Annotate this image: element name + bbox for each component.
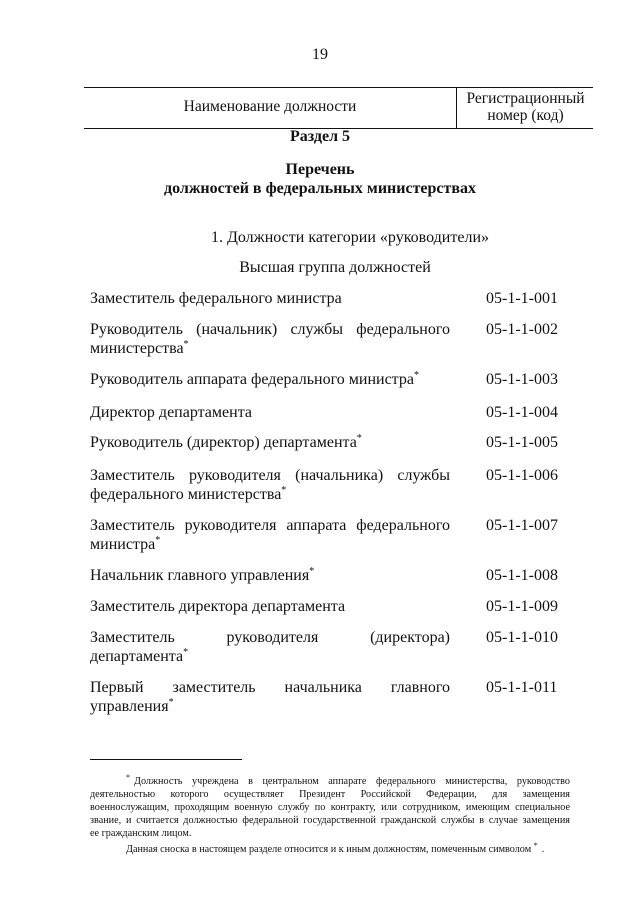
footnote-marker: * (413, 370, 419, 381)
header-position-name (84, 88, 457, 128)
footnote-line-text: военнослужащим, проходящим военную службу по контракту, или сотрудником, имеющим специальное (90, 802, 570, 813)
page-number: 19 (312, 46, 328, 63)
footnote-line-text: деятельностью которого осуществляет Президент Российской Федерации, для замещения (90, 789, 570, 800)
position-code: 05-1-1-001 (486, 290, 558, 307)
footnote-text (90, 775, 570, 840)
position-name-last-line (90, 697, 450, 716)
section-title: Раздел 5 (289, 128, 351, 145)
footnote-marker: * (183, 339, 189, 350)
position-code: 05-1-1-008 (486, 567, 558, 584)
position-name-line: министра (90, 536, 156, 553)
group-title: Высшая группа должностей (239, 259, 431, 276)
position-name (90, 566, 450, 585)
position-name-line: Директор департамента (90, 404, 252, 421)
position-name (90, 516, 450, 554)
position-name-last-line (90, 647, 450, 666)
footnote-line (90, 827, 570, 840)
footnote-marker: * (281, 485, 287, 496)
position-code: 05-1-1-009 (486, 598, 558, 615)
footnote-divider (90, 759, 242, 760)
category-title: 1. Должности категории «руководители» (210, 229, 490, 246)
footnote-marker: * (155, 535, 161, 546)
position-name (90, 403, 450, 422)
footnote-line (90, 814, 570, 827)
footnote-marker: * (126, 773, 130, 782)
list-title-line1: Перечень (285, 161, 355, 178)
footnote-note (90, 843, 570, 856)
position-name-line: Первый заместитель начальника главного (90, 679, 450, 696)
footnote (90, 775, 570, 856)
position-name (90, 597, 450, 616)
position-name-line: Заместитель федерального министра (90, 290, 342, 307)
position-name-line: федерального министерства (90, 486, 282, 503)
position-name (90, 678, 450, 716)
position-name (90, 628, 450, 666)
header-registration-number-line2: номер (код) (487, 107, 564, 124)
footnote-line (90, 788, 570, 801)
position-name-line: Руководитель аппарата федерального министра (90, 371, 414, 388)
footnote-marker: * (356, 433, 362, 444)
footnote-line-text: Должность учреждена в центральном аппарате федерального министерства, руководство (134, 776, 570, 787)
position-name (90, 466, 450, 504)
footnote-line (90, 801, 570, 814)
footnote-note-text: Данная сноска в настоящем разделе относится и к иным должностям, помеченным символом (126, 844, 532, 855)
position-name-last-line (90, 485, 450, 504)
position-name-last-line (90, 370, 450, 389)
list-title-line2: должностей в федеральных министерствах (163, 180, 477, 197)
position-name-line: Руководитель (директор) департамента (90, 434, 357, 451)
position-name-line: Заместитель руководителя (начальника) службы (90, 467, 450, 484)
position-name-line: Заместитель руководителя аппарата федерального (90, 517, 450, 534)
header-registration-number-line1: Регистрационный (466, 90, 585, 107)
header-registration-number (458, 88, 593, 128)
footnote-marker: * (309, 566, 315, 577)
position-name (90, 289, 450, 308)
position-name-last-line (90, 433, 450, 452)
position-code: 05-1-1-010 (486, 629, 558, 646)
table-header (84, 87, 593, 129)
footnote-line (90, 775, 570, 788)
position-code: 05-1-1-007 (486, 517, 558, 534)
position-code: 05-1-1-003 (486, 371, 558, 388)
footnote-line-text: звание, и считается должностью федеральной государственной гражданской службы в случае замещения (90, 815, 570, 826)
position-name-last-line (90, 339, 450, 358)
position-name-line: управления (90, 698, 169, 715)
position-name-line: Заместитель руководителя (директора) (90, 629, 450, 646)
position-code: 05-1-1-005 (486, 434, 558, 451)
footnote-marker: * (168, 697, 174, 708)
header-position-name-label: Наименование должности (183, 98, 357, 115)
position-name-line: департамента (90, 648, 184, 665)
footnote-note-marker: * (533, 841, 538, 850)
position-code: 05-1-1-006 (486, 467, 558, 484)
position-name (90, 370, 450, 389)
position-name-last-line (90, 566, 450, 585)
footnote-marker: * (183, 647, 189, 658)
list-title (0, 160, 640, 198)
position-name-line: Заместитель директора департамента (90, 598, 346, 615)
position-name (90, 433, 450, 452)
position-name-line: Начальник главного управления (90, 567, 310, 584)
position-name-line: министерства (90, 340, 184, 357)
position-name-last-line (90, 535, 450, 554)
position-code: 05-1-1-011 (486, 679, 558, 696)
position-name-line: Руководитель (начальник) службы федерального (90, 321, 450, 338)
position-code: 05-1-1-002 (486, 321, 558, 338)
footnote-note-end: . (541, 844, 545, 855)
position-code: 05-1-1-004 (486, 404, 558, 421)
footnote-line-text: ее гражданским лицом. (90, 828, 192, 839)
position-name (90, 320, 450, 358)
